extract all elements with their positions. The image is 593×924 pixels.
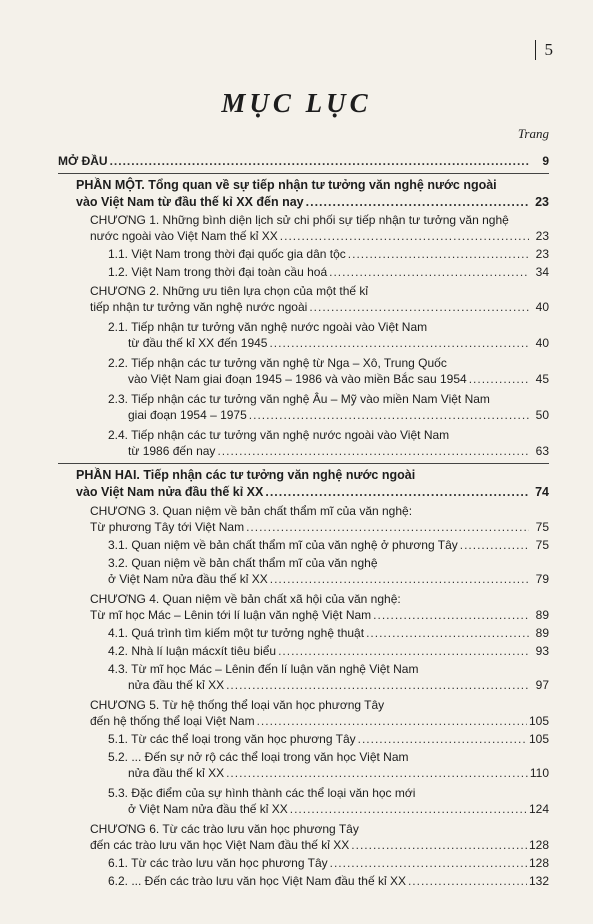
section-heading: 2.1. Tiếp nhận tư tưởng văn nghệ nước ngoài vào Việt Nam [108, 320, 428, 334]
toc-entry-section: 5.1. Từ các thể loại trong văn học phương Tây ..... 105 [108, 731, 549, 747]
toc-entry-section: 4.2. Nhà lí luận mácxít tiêu biểu ..... 93 [108, 643, 549, 659]
section-heading: 2.3. Tiếp nhận các tư tưởng văn nghệ Âu – Mỹ vào miền Nam Việt Nam [108, 392, 490, 406]
toc-entry-section: 6.1. Từ các trào lưu văn học phương Tây ..... 128 [108, 855, 549, 871]
chapter-heading: CHƯƠNG 3. Quan niệm về bản chất thẩm mĩ của văn nghệ: [90, 504, 413, 518]
toc-entry-section: 3.1. Quan niệm về bản chất thẩm mĩ của văn nghệ ở phương Tây ..... 75 [108, 537, 549, 553]
toc-entry-section: từ đầu thế kỉ XX đến 1945 ..... 40 [128, 335, 549, 351]
part-heading: PHẦN HAI. Tiếp nhận các tư tưởng văn nghệ nước ngoài [76, 468, 416, 482]
toc-entry-chapter: nước ngoài vào Việt Nam thế kỉ XX ..... 23 [90, 228, 549, 244]
toc-entry-section: ở Việt Nam nửa đầu thế kỉ XX ..... 79 [108, 571, 549, 587]
toc-entry-section: từ 1986 đến nay ..... 63 [128, 443, 549, 459]
section-heading: 2.2. Tiếp nhận các tư tưởng văn nghệ từ Nga – Xô, Trung Quốc [108, 356, 447, 370]
toc-entry-section: nửa đầu thế kỉ XX ..... 97 [128, 677, 549, 693]
part-heading: PHẦN MỘT. Tổng quan về sự tiếp nhận tư tưởng văn nghệ nước ngoài [76, 178, 497, 192]
toc-entry-section: 4.1. Quá trình tìm kiếm một tư tưởng nghệ thuật ..... 89 [108, 625, 549, 641]
section-heading: 5.2. ... Đến sự nở rộ các thể loại trong văn học Việt Nam [108, 750, 409, 764]
section-heading: 3.2. Quan niệm về bản chất thẩm mĩ của văn nghệ [108, 556, 378, 570]
toc-entry-chapter: tiếp nhận tư tưởng văn nghệ nước ngoài ..... 40 [90, 299, 549, 315]
divider [58, 463, 549, 464]
chapter-heading: CHƯƠNG 1. Những bình diện lịch sử chi phối sự tiếp nhận tư tưởng văn nghệ [90, 213, 509, 227]
page-column-label: Trang [517, 126, 549, 141]
toc-entry-chapter: đến các trào lưu văn học Việt Nam đầu thế kỉ XX ..... 128 [90, 837, 549, 853]
toc-entry-section: 1.2. Việt Nam trong thời đại toàn cầu hoá ..... 34 [108, 264, 549, 280]
toc-entry-section: 1.1. Việt Nam trong thời đại quốc gia dân tộc ..... 23 [108, 246, 549, 262]
divider [58, 173, 549, 174]
section-heading: 4.3. Từ mĩ học Mác – Lênin đến lí luận văn nghệ Việt Nam [108, 662, 419, 676]
chapter-heading: CHƯƠNG 4. Quan niệm về bản chất xã hội của văn nghệ: [90, 592, 401, 606]
toc-entry-section: ở Việt Nam nửa đầu thế kỉ XX ..... 124 [128, 801, 549, 817]
toc-entry-intro: MỞ ĐẦU ..... 9 [58, 153, 549, 169]
toc-entry-chapter: Từ phương Tây tới Việt Nam ..... 75 [90, 519, 549, 535]
chapter-heading: CHƯƠNG 2. Những ưu tiên lựa chọn của một thế kỉ [90, 284, 369, 298]
toc-entry-chapter: Từ mĩ học Mác – Lênin tới lí luận văn nghệ Việt Nam ..... 89 [90, 607, 549, 623]
section-heading: 5.3. Đặc điểm của sự hình thành các thể loại văn học mới [108, 786, 416, 800]
toc-entry-section: vào Việt Nam giai đoạn 1945 – 1986 và vào miền Bắc sau 1954 ..... 45 [128, 371, 549, 387]
toc-entry-part: vào Việt Nam từ đầu thế kỉ XX đến nay ..... 23 [76, 194, 549, 210]
chapter-heading: CHƯƠNG 6. Từ các trào lưu văn học phương Tây [90, 822, 359, 836]
section-heading: 2.4. Tiếp nhận các tư tưởng văn nghệ nước ngoài vào Việt Nam [108, 428, 450, 442]
page-title: MỤC LỤC [221, 88, 372, 118]
toc-entry-part: vào Việt Nam nửa đầu thế kỉ XX ..... 74 [76, 484, 549, 500]
toc-entry-section: nửa đầu thế kỉ XX ..... 110 [128, 765, 549, 781]
chapter-heading: CHƯƠNG 5. Từ hệ thống thể loại văn học phương Tây [90, 698, 385, 712]
toc-entry-section: 6.2. ... Đến các trào lưu văn học Việt Nam đầu thế kỉ XX ..... 132 [108, 873, 549, 889]
toc-entry-section: giai đoạn 1954 – 1975 ..... 50 [128, 407, 549, 423]
toc-entry-chapter: đến hệ thống thể loại Việt Nam ..... 105 [90, 713, 549, 729]
page-number: 5 [535, 40, 554, 60]
